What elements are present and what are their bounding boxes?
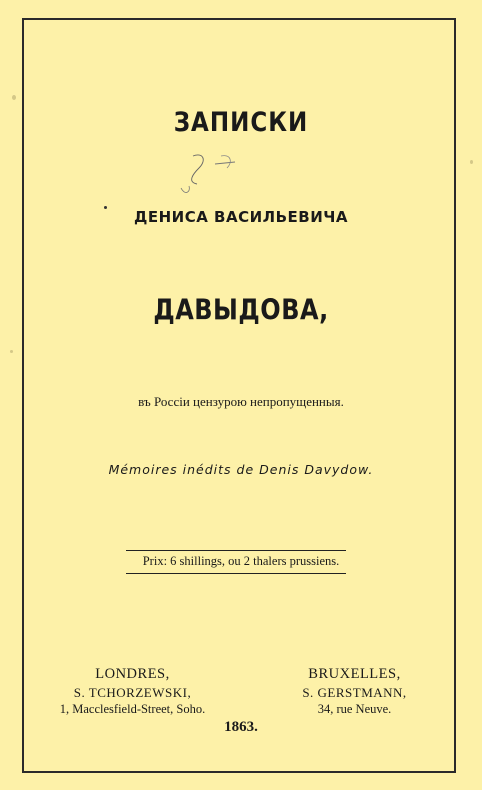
price-rule-bottom xyxy=(126,573,346,574)
publisher-city: LONDRES, xyxy=(95,666,170,682)
price-rule-top xyxy=(126,550,346,551)
publisher-address: 34, rue Neuve. xyxy=(317,702,392,716)
censorship-note: въ Россіи цензурою непропущенныя. xyxy=(138,394,344,409)
publisher-address: 1, Macclesfield-Street, Soho. xyxy=(59,702,206,716)
paper-speck xyxy=(470,160,473,164)
french-title: Mémoires inédits de Denis Davydow. xyxy=(108,462,374,477)
handwritten-mark xyxy=(175,150,255,200)
publication-year: 1863. xyxy=(224,719,258,735)
publisher-name: S. GERSTMANN, xyxy=(302,685,407,700)
publisher-brussels xyxy=(262,665,447,718)
paper-speck xyxy=(10,350,13,353)
price-line: Prix: 6 shillings, ou 2 thalers prussiens. xyxy=(142,554,340,568)
author-surname: ДАВЫДОВА, xyxy=(153,293,329,327)
publisher-london xyxy=(40,665,225,718)
publisher-city: BRUXELLES, xyxy=(308,666,401,682)
paper-speck xyxy=(12,95,16,100)
book-title: ЗАПИСКИ xyxy=(173,108,309,138)
author-first-names: ДЕНИСА ВАСИЛЬЕВИЧА xyxy=(133,208,348,226)
publisher-name: S. TCHORZEWSKI, xyxy=(73,685,192,700)
